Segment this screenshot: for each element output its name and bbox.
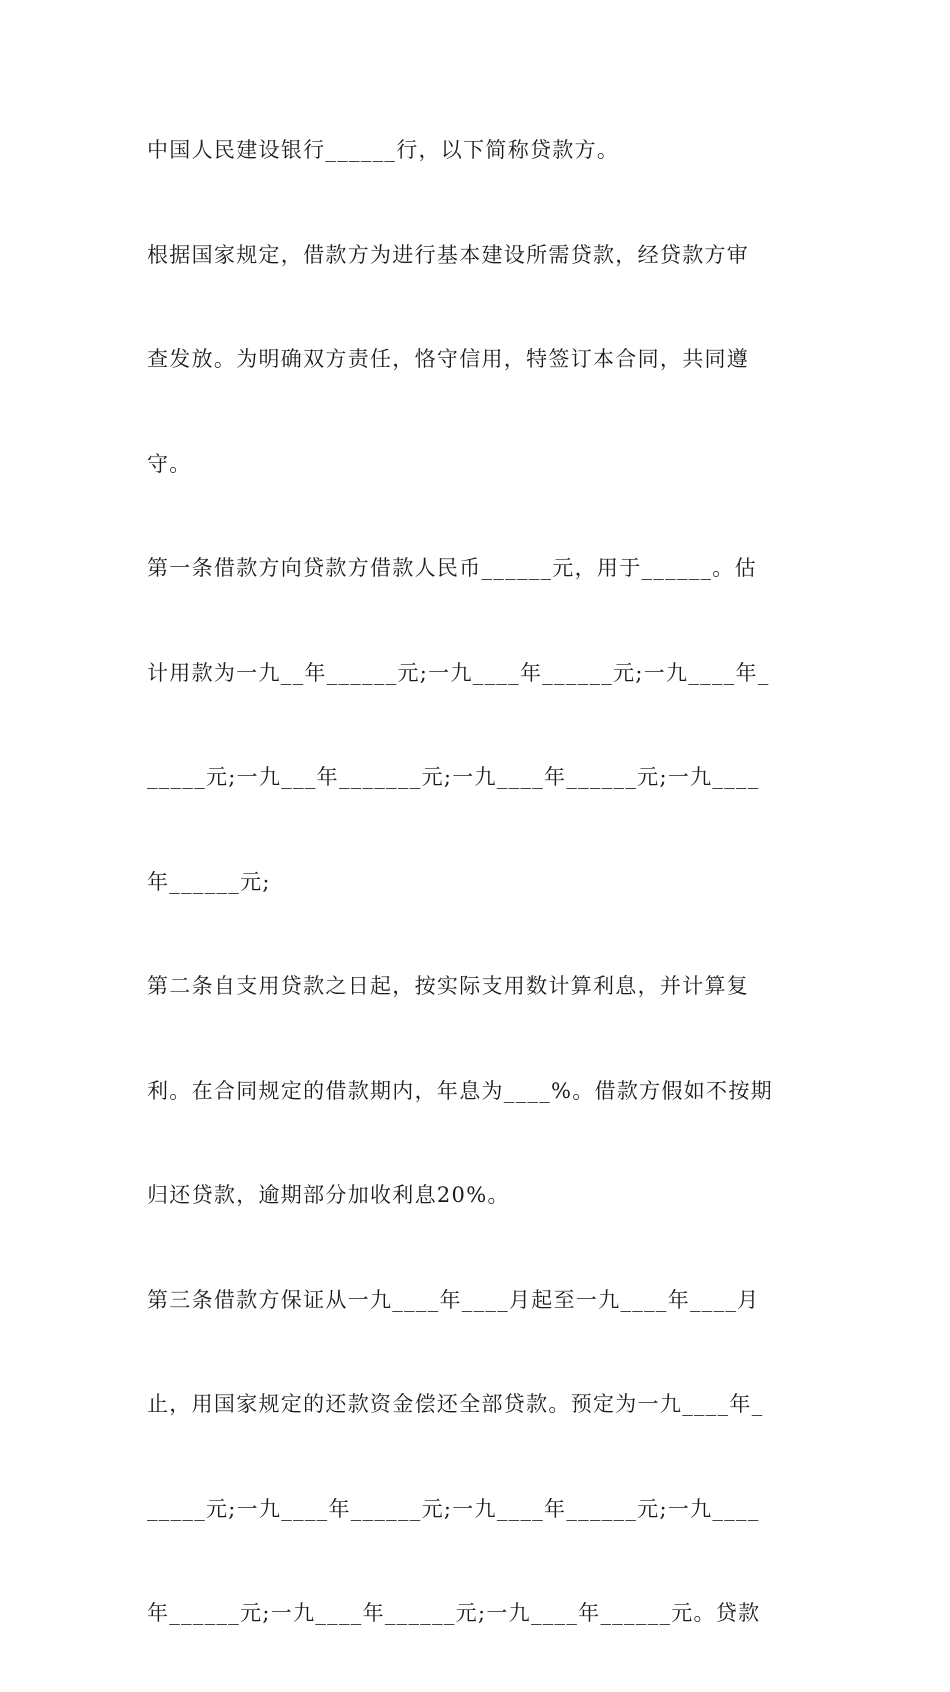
text-line: 根据国家规定，借款方为进行基本建设所需贷款，经贷款方审	[147, 242, 750, 267]
text-line: _____元;一九___年_______元;一九____年______元;一九____	[147, 765, 760, 789]
contract-body	[147, 124, 807, 1692]
text-line: 归还贷款，逾期部分加收利息20%。	[147, 1183, 510, 1207]
text-line: 第一条借款方向贷款方借款人民币______元，用于______。估	[147, 556, 757, 580]
text-line: 守。	[147, 451, 192, 476]
text-line: 第三条借款方保证从一九____年____月起至一九____年____月	[147, 1287, 760, 1312]
text-line: 计用款为一九__年______元;一九____年______元;一九____年_	[147, 660, 770, 685]
text-line: 年______元;	[147, 869, 271, 894]
text-line: 止，用国家规定的还款资金偿还全部贷款。预定为一九____年_	[147, 1392, 764, 1416]
text-line: 利。在合同规定的借款期内，年息为____%。借款方假如不按期	[147, 1078, 773, 1103]
text-line: 第二条自支用贷款之日起，按实际支用数计算利息，并计算复	[147, 974, 750, 998]
text-line: _____元;一九____年______元;一九____年______元;一九____	[147, 1496, 760, 1521]
text-line: 中国人民建设银行______行，以下简称贷款方。	[147, 138, 620, 162]
text-line: 年______元;一九____年______元;一九____年______元。贷款	[147, 1601, 761, 1625]
text-line: 查发放。为明确双方责任，恪守信用，特签订本合同，共同遵	[147, 347, 750, 371]
